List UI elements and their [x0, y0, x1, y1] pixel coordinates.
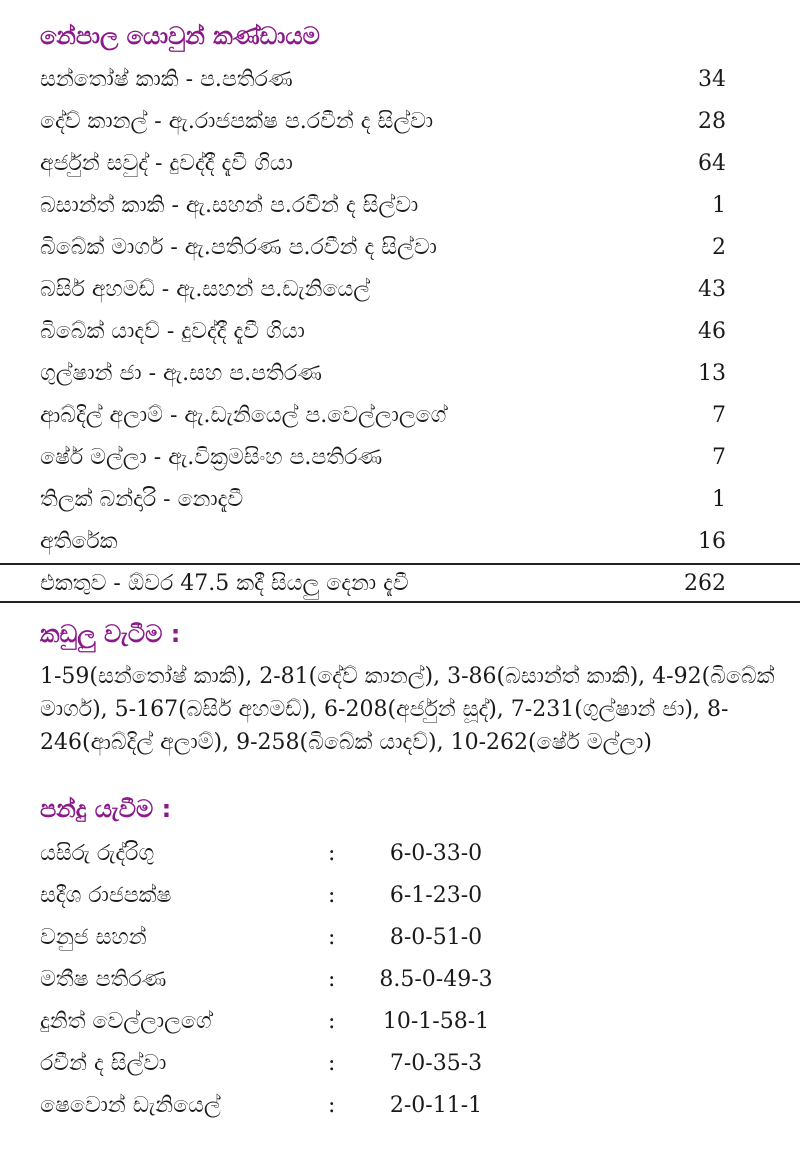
bowler-name: වනුජ සහන් [40, 925, 147, 950]
batsman-name: තිලක් බන්දාරි - නොදැවී [40, 487, 244, 512]
bowling-title: පන්දු යැවීම : [40, 795, 172, 823]
bowling-row [40, 834, 540, 874]
bowler-name: සදීශ රාජපක්ෂ [40, 883, 172, 908]
batting-row [40, 396, 726, 436]
batsman-name: දේව් කානල් - ඇ.රාජපක්ෂ ප.රවීන් ද සිල්වා [40, 109, 434, 134]
bowler-name: මතීෂ පතිරණ [40, 967, 167, 992]
separator: : [328, 841, 336, 866]
bowler-figures: 8-0-51-0 [389, 925, 483, 950]
separator: : [328, 883, 336, 908]
bowler-name: යසිරු රුද්රිගු [40, 841, 155, 866]
batsman-runs: 43 [698, 277, 726, 302]
batsman-name: ෂේර් මල්ලා - ඇ.වික්‍රමසිංහ ප.පතිරණ [40, 445, 383, 470]
batting-title: නේපාල යොවුන් කණ්ඩායම [40, 22, 320, 50]
fall-of-wickets-text: 1-59(සන්තෝෂ් කාකි), 2-81(දේව් කානල්), 3-86(බසාන්ත් කාකි), 4-92(බිබේක් මාගර්), 5-167(බසිර් අහමඩ්), 6-208(අර්ජුන් සූද්), 7-231(ගුල්ෂාන් ජා), 8-246(ආබ්දිල් අලාම්), 9-258(බිබේක් යාදව්), 10-262(ෂේර් මල්ලා) [40, 664, 775, 755]
separator: : [328, 1051, 336, 1076]
batsman-name: බසිර් අහමඩ් - ඇ.සහන් ප.ඩැනියෙල් [40, 277, 371, 302]
extras-row [40, 522, 726, 562]
batsman-name: සන්තෝෂ් කාකි - ප.පතිරණ [40, 67, 293, 92]
batsman-name: ආබ්දිල් අලාම් - ඇ.ඩැනියෙල් ප.වෙල්ලාලගේ [40, 403, 447, 428]
batsman-name: බිබේක් මාගර් - ඇ.පතිරණ ප.රවීන් ද සිල්වා [40, 235, 437, 260]
separator: : [328, 925, 336, 950]
bowler-figures: 10-1-58-1 [382, 1009, 490, 1034]
batting-row [40, 60, 726, 100]
bowling-row [40, 918, 540, 958]
extras-runs: 16 [698, 529, 726, 554]
bowler-name: ෂෙවොන් ඩැනියෙල් [40, 1093, 221, 1118]
batting-row [40, 480, 726, 520]
batsman-runs: 2 [712, 235, 726, 260]
batsman-runs: 64 [698, 151, 726, 176]
bowler-figures: 6-0-33-0 [389, 841, 483, 866]
batting-row [40, 438, 726, 478]
bowling-row [40, 1086, 540, 1126]
total-row [40, 565, 726, 603]
bowler-figures: 7-0-35-3 [389, 1051, 483, 1076]
batting-row [40, 102, 726, 142]
bowling-row [40, 1044, 540, 1084]
batsman-runs: 34 [698, 67, 726, 92]
bowling-row [40, 960, 540, 1000]
batsman-runs: 1 [712, 487, 726, 512]
extras-label: අතිරේක [40, 529, 118, 554]
bowling-row [40, 876, 540, 916]
batting-row [40, 186, 726, 226]
batsman-name: බිබේක් යාදව් - දුවද්දී දැවී ගියා [40, 319, 305, 344]
separator: : [328, 1009, 336, 1034]
total-runs: 262 [684, 571, 726, 596]
batsman-runs: 13 [698, 361, 726, 386]
bowler-figures: 2-0-11-1 [389, 1093, 483, 1118]
batting-row [40, 228, 726, 268]
batsman-runs: 1 [712, 193, 726, 218]
fall-of-wickets-title: කඩුලු වැටීම : [40, 620, 181, 648]
total-label: එකතුව - ඕවර 47.5 කදී සියලු දෙනා දැවී [40, 571, 409, 596]
bowler-figures: 8.5-0-49-3 [379, 967, 493, 992]
batsman-runs: 7 [712, 445, 726, 470]
total-bar [0, 563, 800, 603]
batsman-name: ගුල්ෂාන් ජා - ඇ.සහ ප.පතිරණ [40, 361, 322, 386]
separator: : [328, 967, 336, 992]
batsman-name: බසාන්ත් කාකි - ඇ.සහන් ප.රවීන් ද සිල්වා [40, 193, 419, 218]
batting-row [40, 144, 726, 184]
bowler-name: දුනිත් වෙල්ලාලගේ [40, 1009, 212, 1034]
batsman-runs: 28 [698, 109, 726, 134]
bowling-row [40, 1002, 540, 1042]
batting-row [40, 270, 726, 310]
batting-row [40, 354, 726, 394]
bowler-name: රවීන් ද සිල්වා [40, 1051, 167, 1076]
batsman-name: අර්ජුන් සවුද් - දුවද්දී දැවී ගියා [40, 151, 293, 176]
separator: : [328, 1093, 336, 1118]
bowler-figures: 6-1-23-0 [389, 883, 483, 908]
batsman-runs: 46 [698, 319, 726, 344]
batsman-runs: 7 [712, 403, 726, 428]
batting-row [40, 312, 726, 352]
